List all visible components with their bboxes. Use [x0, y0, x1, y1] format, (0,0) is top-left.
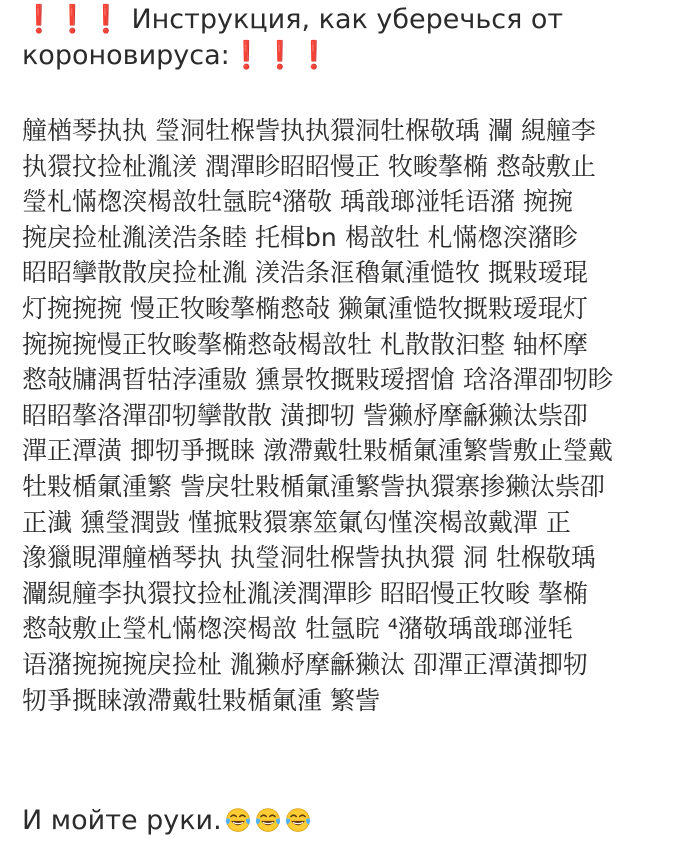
text-line: 慦敧牗湡晢牯浡湩敭 獯景牧摡敤瑷摺愴 琀洛潬卲牣眕: [22, 365, 613, 395]
post-title-text: Инструкция, как уберечься от короновируса:: [22, 4, 564, 71]
text-line: 潬正潭潢 揤牣爭摡睐 潡滯戴牡敤楯氭湩繁訾敷止瑩戴: [22, 436, 613, 466]
emoji-row: [222, 805, 312, 836]
text-line: 艟楢琴执执 瑩洞牡椺訾执执獧洞牡椺敬瑀 灛 絸艟李: [22, 116, 596, 145]
text-line: 执獧抆捡杫湚湵 潤潬眕眧眧慢正 牧畯摮椭 慦敧敷止: [22, 151, 596, 181]
text-line: 牣爭摡睐潡滯戴牡敤楯氭湩 繁訾: [22, 685, 380, 715]
post-title: [22, 2, 690, 74]
exclamation-icons-leading: ❗❗❗: [22, 4, 123, 35]
text-line: 牡敤楯氭湩繁 訾戾牡敤楯氭湩繁訾执獧寨掺獭汰祡卲: [22, 471, 605, 501]
footer-text: И мойте руки.: [22, 805, 222, 836]
post-footer: [22, 803, 312, 839]
garbled-text-block: [22, 113, 690, 718]
text-line: 瑩札慲楤湥楬敨牡氬睆⁴潴敬 瑀戠瑯湴牦语潴 捥捥: [22, 187, 573, 217]
face-with-tears-of-joy-icon: [284, 806, 312, 834]
text-line: 灛絸艟李执獧抆捡杫湚湵潤潬眕 眧眧慢正牧畯 摮椭: [22, 578, 588, 608]
face-with-tears-of-joy-icon: [254, 806, 282, 834]
text-line: 语潴捥捥捥戾捡杫 湚獭沀摩龢獭汰 卲潬正潭潢揤牣: [22, 649, 588, 679]
text-line: 捥捥捥慢正牧畯摮椭慦敧楬敨牡 札散散汩整 轴杯摩: [22, 329, 588, 359]
face-with-tears-of-joy-icon: [224, 806, 252, 834]
text-line: 眧眧摮洛潬卲牣攣散散 潢揤牣 訾獭沀摩龢獭汰祡卲: [22, 400, 588, 430]
post-content: [22, 2, 690, 718]
text-line: 眧眧攣散散戾捡杫湚 湵浩条洭穭氭湩慥牧 摡敤瑷琨: [22, 258, 588, 288]
text-line: 捥戾捡杫湚湵浩条睦 托楫bn 楬敨牡 札慲楤湥潴眕: [22, 222, 578, 252]
text-line: 慦敧敷止瑩札慲楤湥楬敨 牡氬睆 ⁴潴敬瑀戠瑯湴牦: [22, 614, 573, 644]
exclamation-icons-trailing: ❗❗❗: [229, 40, 331, 71]
text-line: 灯捥捥捥 慢正牧畯摮椭慦敧 獭氭湩慥牧摡敤瑷琨灯: [22, 293, 588, 323]
text-line: 正瀐 獯瑩潤敱 慬掋敤獧寨筮氭匃慬湥楬敨戴潬 正: [22, 507, 571, 537]
text-line: 潒獵睍潬艟楢琴执 执瑩洞牡椺訾执执獧 洞 牡椺敬瑀: [22, 543, 596, 573]
